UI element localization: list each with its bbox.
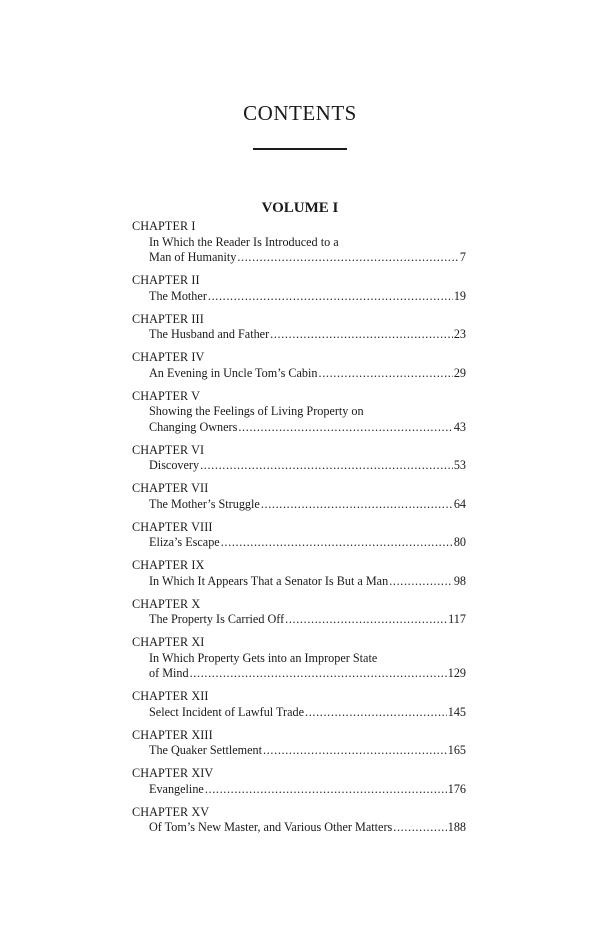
dot-leader [237, 250, 459, 266]
page-number: 176 [447, 781, 466, 796]
toc-entry [132, 389, 466, 436]
chapter-title-row [132, 743, 466, 759]
chapter-label: CHAPTER X [132, 596, 201, 611]
dot-leader [238, 420, 452, 436]
dot-leader [270, 327, 453, 343]
toc-entry [132, 728, 466, 759]
chapter-label: CHAPTER I [132, 219, 196, 233]
chapter-title: An Evening in Uncle Tom’s Cabin [149, 365, 318, 380]
chapter-label: CHAPTER V [132, 388, 201, 403]
chapter-title: The Mother [149, 288, 207, 303]
chapter-title-line: In Which Property Gets into an Improper State [149, 650, 378, 665]
chapter-title: of Mind [149, 666, 189, 680]
chapter-title-row [132, 782, 466, 798]
dot-leader [285, 612, 447, 628]
toc-entry [132, 443, 466, 474]
chapter-title-row [132, 535, 466, 551]
chapter-label: CHAPTER XIII [132, 727, 213, 742]
chapter-title-row [132, 705, 466, 721]
toc-entry [132, 219, 466, 266]
page-number: 19 [453, 288, 466, 303]
chapter-title: Of Tom’s New Master, and Various Other Matters [149, 820, 393, 834]
chapter-title-row [132, 612, 466, 628]
chapter-title-line: Showing the Feelings of Living Property on [149, 404, 364, 418]
toc-entry [132, 312, 466, 343]
chapter-title: The Property Is Carried Off [149, 612, 285, 626]
toc-entry [132, 635, 466, 682]
chapter-title: The Husband and Father [149, 327, 270, 341]
dot-leader [200, 458, 453, 474]
page-number: 80 [453, 535, 466, 549]
chapter-title: Changing Owners [149, 419, 238, 434]
chapter-label: CHAPTER XII [132, 689, 209, 703]
chapter-label: CHAPTER XIV [132, 766, 214, 780]
chapter-title: Man of Humanity [149, 250, 237, 264]
chapter-label: CHAPTER XI [132, 635, 205, 649]
chapter-title: In Which It Appears That a Senator Is But a Man [149, 573, 389, 588]
toc-entry [132, 273, 466, 304]
page-number: 53 [453, 458, 466, 472]
page-title: CONTENTS [243, 101, 357, 125]
chapter-title: Discovery [149, 458, 200, 472]
chapter-title-line: In Which the Reader Is Introduced to a [149, 234, 339, 249]
page-number: 188 [447, 820, 466, 834]
chapter-title: The Mother’s Struggle [149, 496, 260, 511]
chapter-title-row [132, 289, 466, 305]
page-number: 145 [447, 704, 466, 719]
page-number: 23 [453, 327, 466, 341]
dot-leader [305, 705, 447, 721]
toc-entry [132, 766, 466, 797]
dot-leader [205, 782, 447, 798]
chapter-label: CHAPTER XV [132, 804, 210, 819]
dot-leader [221, 535, 453, 551]
chapter-title-row [132, 666, 466, 682]
chapter-title-row [132, 458, 466, 474]
chapter-title-row [132, 250, 466, 266]
toc-entry [132, 520, 466, 551]
dot-leader [208, 289, 453, 305]
dot-leader [389, 574, 453, 590]
chapter-title: Select Incident of Lawful Trade [149, 704, 305, 719]
dot-leader [190, 666, 447, 682]
chapter-label: CHAPTER III [132, 311, 204, 326]
page-number: 43 [453, 419, 466, 434]
chapter-title-row [132, 497, 466, 513]
toc-entry [132, 558, 466, 589]
toc-entry [132, 350, 466, 381]
chapter-label: CHAPTER VIII [132, 519, 213, 534]
chapter-label: CHAPTER VII [132, 481, 209, 495]
dot-leader [319, 366, 453, 382]
chapter-title: Evangeline [149, 781, 204, 796]
dot-leader [393, 820, 446, 836]
chapter-label: CHAPTER II [132, 273, 200, 287]
page-number: 117 [448, 612, 466, 626]
toc-entry [132, 689, 466, 720]
dot-leader [263, 743, 447, 759]
page-number: 98 [453, 573, 466, 588]
chapter-title-row [132, 574, 466, 590]
page-number: 129 [447, 666, 466, 680]
chapter-title: Eliza’s Escape [149, 535, 220, 549]
chapter-title-row [132, 366, 466, 382]
page-number: 64 [453, 496, 466, 511]
dot-leader [261, 497, 453, 513]
page-number: 7 [459, 250, 466, 264]
toc-entry [132, 481, 466, 512]
chapter-title: The Quaker Settlement [149, 743, 263, 757]
page-number: 29 [453, 365, 466, 380]
chapter-title-row [132, 820, 466, 836]
chapter-label: CHAPTER IX [132, 558, 205, 572]
page-number: 165 [447, 743, 466, 757]
title-divider [253, 148, 347, 150]
chapter-label: CHAPTER VI [132, 442, 205, 457]
toc-entry [132, 805, 466, 836]
chapter-label: CHAPTER IV [132, 350, 205, 364]
volume-heading: VOLUME I [261, 200, 339, 216]
chapter-title-row [132, 420, 466, 436]
toc-entry [132, 597, 466, 628]
table-of-contents [132, 219, 466, 843]
chapter-title-row [132, 327, 466, 343]
